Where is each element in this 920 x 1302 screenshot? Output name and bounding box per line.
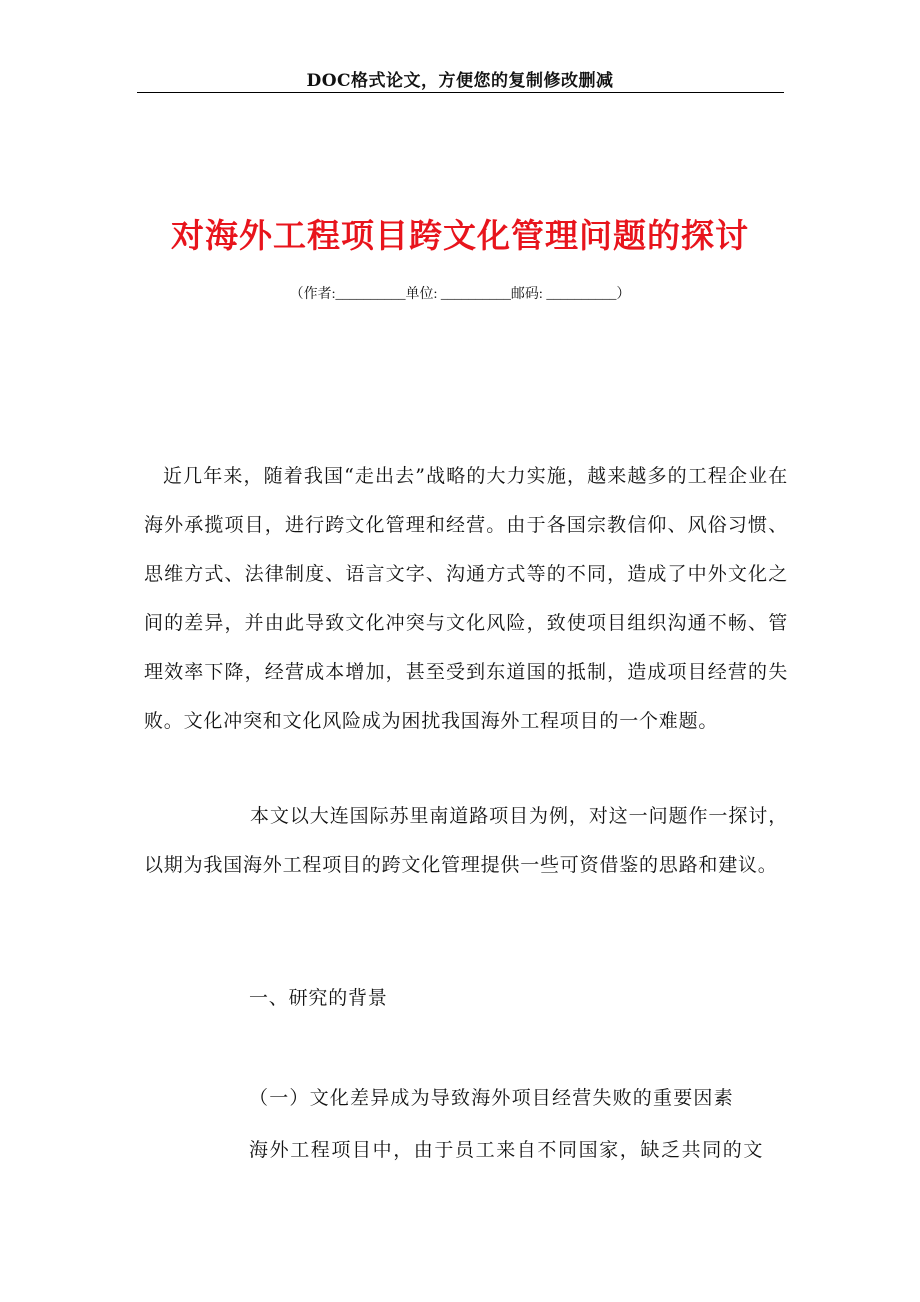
subsection-heading: （一）文化差异成为导致海外项目经营失败的重要因素 xyxy=(249,1087,734,1109)
document-title: 对海外工程项目跨文化管理问题的探讨 xyxy=(171,216,749,255)
section-heading: 一、研究的背景 xyxy=(249,987,388,1009)
page-header-text: DOC格式论文，方便您的复制修改删减 xyxy=(306,71,614,91)
body-paragraph-2: 本文以大连国际苏里南道路项目为例，对这一问题作一探讨，以期为我国海外工程项目的跨文化管理提供一些可资借鉴的思路和建议。 xyxy=(144,805,788,876)
body-paragraph-1: 近几年来，随着我国“走出去”战略的大力实施，越来越多的工程企业在海外承揽项目，进行跨文化管理和经营。由于各国宗教信仰、风俗习惯、思维方式、法律制度、语言文字、沟通方式等的不同，造成了中外文化之间的差异，并由此导致文化冲突与文化风险，致使项目组织沟通不畅、管理效率下降，经营成本增加，甚至受到东道国的抵制，造成项目经营的失败。文化冲突和文化风险成为困扰我国海外工程项目的一个难题。 xyxy=(144,465,788,732)
header-divider xyxy=(137,92,784,93)
author-info-line: （作者:__________单位: __________邮码: __________） xyxy=(289,287,631,302)
body-paragraph-3: 海外工程项目中，由于员工来自不同国家，缺乏共同的文 xyxy=(249,1139,765,1161)
